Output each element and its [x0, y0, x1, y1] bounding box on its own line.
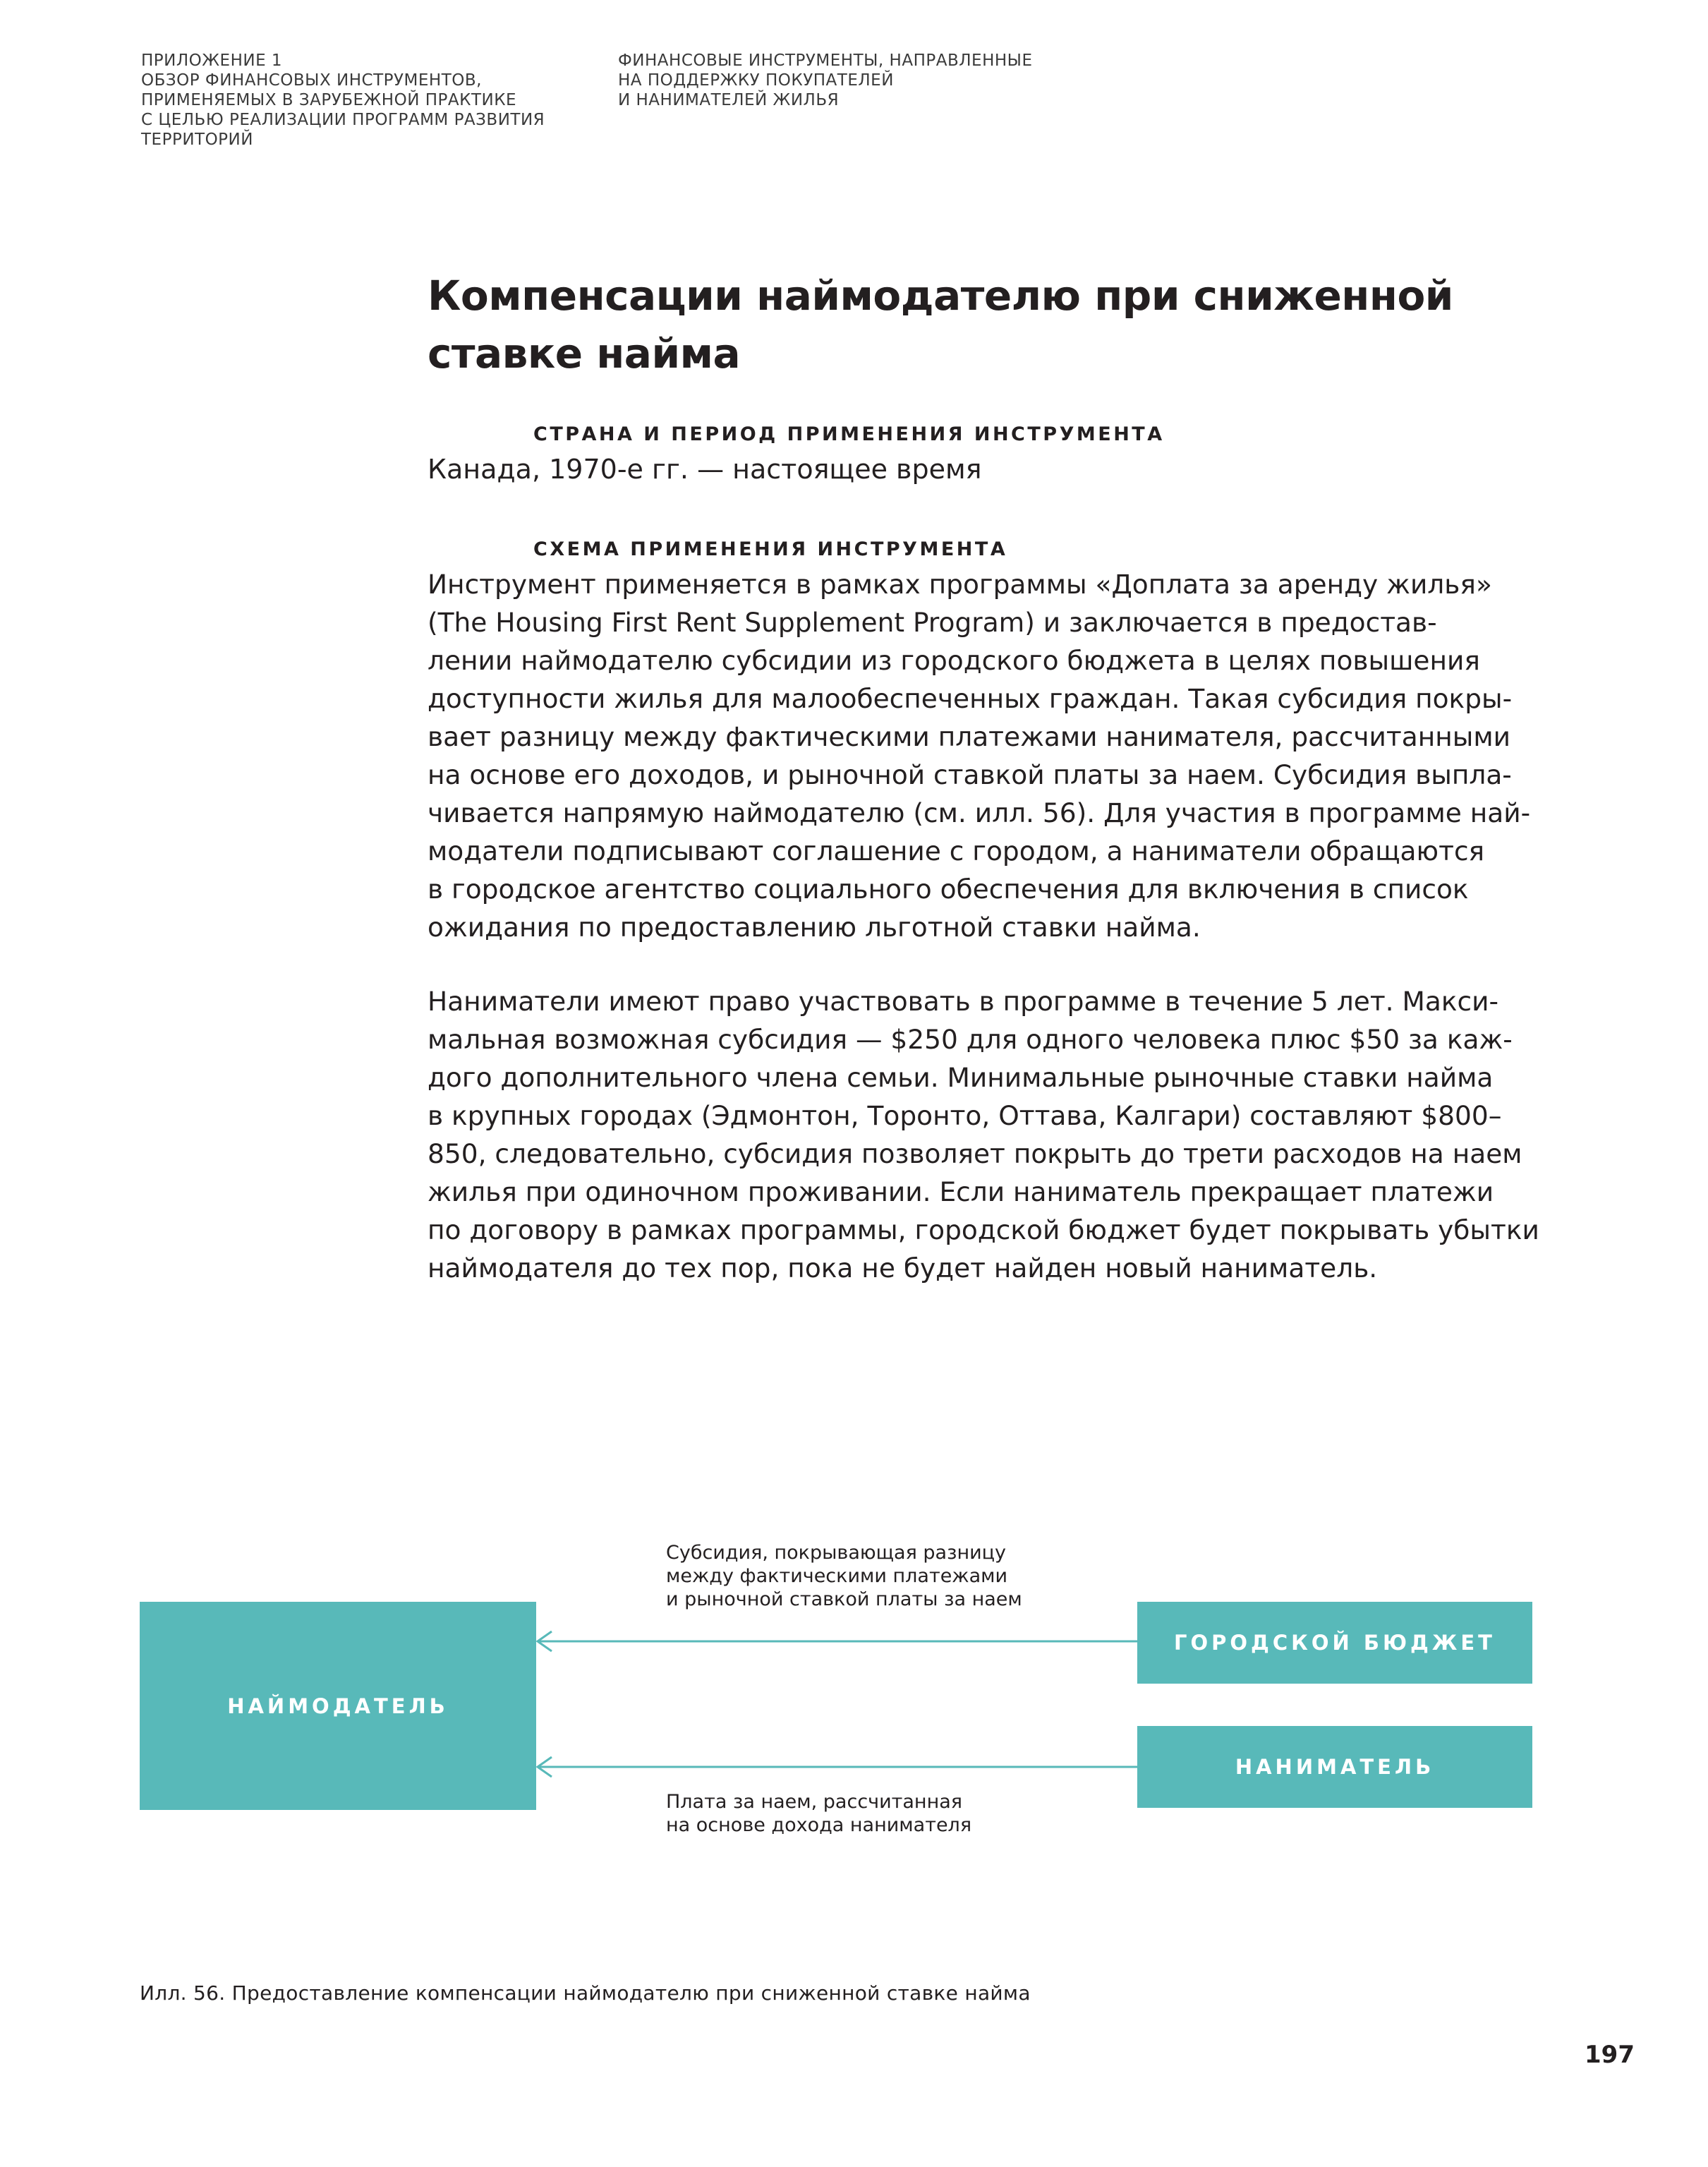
rent-payment-arrow [538, 1757, 1137, 1777]
landlord-label: НАЙМОДАТЕЛЬ [227, 1694, 449, 1718]
text-line: на основе его доходов, и рыночной ставкой платы за наем. Субсидия выпла- [428, 759, 1512, 790]
running-header-line: ОБЗОР ФИНАНСОВЫХ ИНСТРУМЕНТОВ, [141, 71, 482, 90]
arrow-label-line: на основе дохода нанимателя [666, 1814, 972, 1836]
arrow-label-line: Плата за наем, рассчитанная [666, 1791, 963, 1813]
running-header-left [141, 51, 545, 150]
country-period-value: Канада, 1970-е гг. — настоящее время [428, 454, 982, 485]
text-line: чивается напрямую наймодателю (см. илл. 56). Для участия в программе най- [428, 797, 1531, 828]
landlord-box [140, 1602, 536, 1810]
city-budget-label: ГОРОДСКОЙ БЮДЖЕТ [1174, 1631, 1496, 1655]
running-header-line: ПРИЛОЖЕНИЕ 1 [141, 52, 283, 70]
text-line: наймодателя до тех пор, пока не будет найден новый наниматель. [428, 1252, 1378, 1284]
tenant-box [1137, 1726, 1532, 1808]
running-header-line: И НАНИМАТЕЛЕЙ ЖИЛЬЯ [618, 91, 840, 109]
page-number: 197 [1585, 2041, 1635, 2069]
running-header-line: ФИНАНСОВЫЕ ИНСТРУМЕНТЫ, НАПРАВЛЕННЫЕ [618, 52, 1033, 70]
text-line: Инструмент применяется в рамках программы «Доплата за аренду жилья» [428, 569, 1492, 600]
arrow-label-line: между фактическими платежами [666, 1565, 1008, 1587]
arrow-label-line: и рыночной ставкой платы за наем [666, 1588, 1022, 1610]
scheme-paragraph-1 [428, 565, 1530, 946]
running-header-line: ПРИМЕНЯЕМЫХ В ЗАРУБЕЖНОЙ ПРАКТИКЕ [141, 91, 517, 109]
text-line: (The Housing First Rent Supplement Program) и заключается в предостав- [428, 607, 1437, 638]
text-line: по договору в рамках программы, городской бюджет будет покрывать убытки [428, 1214, 1539, 1245]
text-line: доступности жилья для малообеспеченных граждан. Такая субсидия покры- [428, 683, 1513, 714]
running-header-right [618, 51, 1033, 110]
text-line: Наниматели имеют право участвовать в программе в течение 5 лет. Макси- [428, 986, 1499, 1017]
subsidy-arrow-label [666, 1541, 1022, 1611]
tenant-label: НАНИМАТЕЛЬ [1235, 1755, 1435, 1779]
city-budget-box [1137, 1602, 1532, 1684]
text-line: вает разницу между фактическими платежами нанимателя, рассчитанными [428, 721, 1511, 752]
text-line: 850, следовательно, субсидия позволяет покрыть до трети расходов на наем [428, 1138, 1522, 1169]
text-line: в городское агентство социального обеспечения для включения в список [428, 874, 1469, 905]
page-title-line: ставке найма [428, 330, 741, 378]
scheme-label: СХЕМА ПРИМЕНЕНИЯ ИНСТРУМЕНТА [533, 538, 1008, 560]
page-title-line: Компенсации наймодателю при сниженной [428, 272, 1453, 320]
country-period-label: СТРАНА И ПЕРИОД ПРИМЕНЕНИЯ ИНСТРУМЕНТА [533, 423, 1165, 445]
running-header-line: ТЕРРИТОРИЙ [141, 131, 253, 149]
running-header-line: НА ПОДДЕРЖКУ ПОКУПАТЕЛЕЙ [618, 71, 894, 90]
page-title [428, 267, 1453, 382]
text-line: лении наймодателю субсидии из городского бюджета в целях повышения [428, 645, 1480, 676]
text-line: в крупных городах (Эдмонтон, Торонто, Оттава, Калгари) составляют $800– [428, 1100, 1502, 1131]
rent-arrow-label [666, 1790, 971, 1837]
text-line: мальная возможная субсидия — $250 для одного человека плюс $50 за каж- [428, 1024, 1513, 1055]
running-header-line: С ЦЕЛЬЮ РЕАЛИЗАЦИИ ПРОГРАММ РАЗВИТИЯ [141, 111, 545, 129]
scheme-paragraph-2 [428, 982, 1539, 1287]
arrow-label-line: Субсидия, покрывающая разницу [666, 1542, 1007, 1564]
text-line: ожидания по предоставлению льготной ставки найма. [428, 912, 1201, 943]
subsidy-arrow [538, 1631, 1137, 1651]
text-line: жилья при одиночном проживании. Если наниматель прекращает платежи [428, 1176, 1494, 1207]
figure-caption: Илл. 56. Предоставление компенсации наймодателю при сниженной ставке найма [140, 1981, 1031, 2005]
text-line: модатели подписывают соглашение с городом, а наниматели обращаются [428, 835, 1485, 867]
text-line: дого дополнительного члена семьи. Минимальные рыночные ставки найма [428, 1062, 1494, 1093]
